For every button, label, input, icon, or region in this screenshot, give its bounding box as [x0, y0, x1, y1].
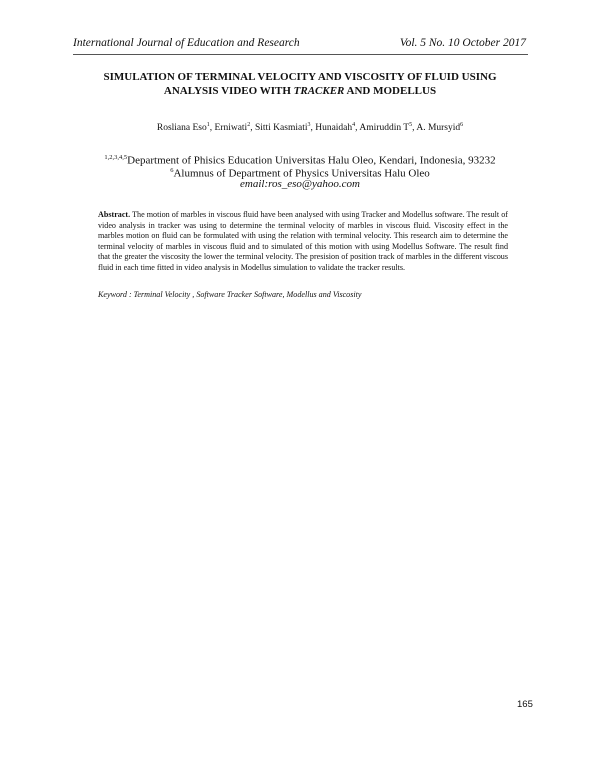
- author-list: [60, 122, 560, 133]
- title-line-2-prefix: ANALYSIS VIDEO WITH: [163, 85, 294, 97]
- affiliation-2-sup: 6: [170, 167, 174, 174]
- author: Erniwati$^2$,: [214, 122, 255, 134]
- author: Hunaidah$^4$,: [315, 122, 360, 134]
- page-number: 165: [517, 699, 533, 710]
- affiliation-2-text: Alumnus of Department of Physics Universitas Halu Oleo: [173, 167, 430, 180]
- affiliation-1-text: Department of Phisics Education Universitas Halu Oleo, Kendari, Indonesia, 93232: [127, 154, 496, 167]
- keywords: Keyword : Terminal Velocity , Software Tracker Software, Modellus and Viscosity: [98, 290, 362, 299]
- author: Sitti Kasmiati$^3$,: [254, 122, 316, 134]
- title-line-2-italic: TRACKER: [293, 85, 345, 97]
- title-line-1: SIMULATION OF TERMINAL VELOCITY AND VISCOSITY OF FLUID USING: [103, 71, 497, 83]
- title-line-2: [60, 84, 540, 98]
- affiliation-1-sup: 1,2,3,4,5: [104, 154, 128, 161]
- author-email: email:ros_eso@yahoo.com: [240, 178, 360, 190]
- paper-title: [60, 70, 540, 98]
- journal-issue: Vol. 5 No. 10 October 2017: [399, 37, 526, 49]
- running-header: [73, 36, 528, 55]
- abstract-label: Abstract.: [98, 210, 131, 219]
- title-line-2-suffix: AND MODELLUS: [344, 85, 437, 97]
- abstract-text: The motion of marbles in viscous fluid have been analysed with using Tracker and Modellus software. The result of video analysis in tracker was using to determine the terminal velocity of marbles in viscous fluid. Viscosity effect in the marbles motion on fluid can be formulated with using the relation with terminal velocity. This research aim to determine the terminal velocity of marbles in viscous fluid and to simulated of this motion with using Modellus Software. The result find that the greater the viscosity the lower the terminal velocity. The presision of position track of marbles in the different viscous fluid in each time fitted in video analysis in Modellus simulation to validate the tracker results.: [98, 210, 508, 272]
- author: A. Mursyid$^6$: [416, 122, 464, 134]
- author: Rosliana Eso$^1$,: [156, 122, 215, 134]
- author: Amiruddin $T^5$,: [359, 122, 417, 134]
- journal-name: International Journal of Education and Research: [73, 37, 300, 49]
- abstract: [98, 210, 508, 273]
